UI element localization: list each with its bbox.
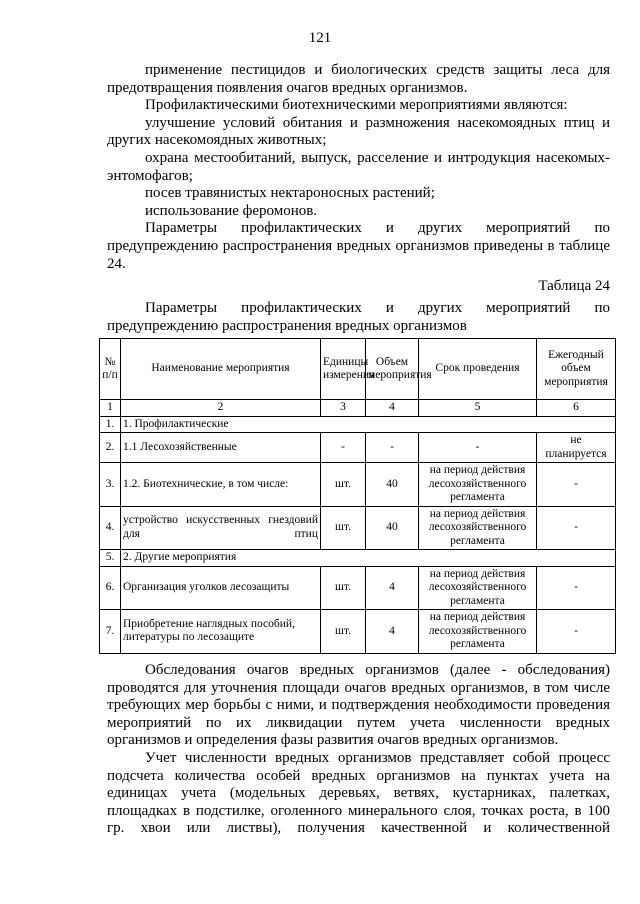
header-period: Срок проведения — [419, 339, 537, 400]
row-period: - — [419, 433, 537, 463]
paragraph-counting: Учет численности вредных организмов представляет собой процесс подсчета количества особей вредных организмов на пунктах учета на единицах учета (модельных деревьях, ветвях, кустарниках, палетках, площадках в подстилке, оголенного минерального слоя, точках роста, в 100 гр. хвои или листвы), получения качественной и количественной — [107, 749, 610, 837]
table-row — [100, 433, 616, 463]
row-annual: - — [537, 463, 616, 507]
page-number: 121 — [308, 30, 332, 46]
column-numbers-row — [100, 400, 616, 417]
intro-text — [107, 62, 610, 273]
row-number: 5. — [100, 550, 121, 567]
header-unit: Единицы измерения — [321, 339, 366, 400]
row-name: Организация уголков лесозащиты — [121, 566, 321, 610]
table-row — [100, 610, 616, 654]
paragraph-nectar-plants: посев травянистых нектароносных растений; — [145, 185, 435, 202]
col-number-cell: 1 — [100, 400, 121, 417]
row-number: 7. — [100, 610, 121, 654]
col-number-cell: 6 — [537, 400, 616, 417]
header-name: Наименование мероприятия — [121, 339, 321, 400]
paragraph-table-reference: Параметры профилактических и других мероприятий по предупреждению распространения вредных организмов приведены в таблице 24. — [107, 220, 610, 272]
row-volume: 4 — [366, 610, 419, 654]
row-number: 1. — [100, 416, 121, 433]
paragraph-pheromones: использование феромонов. — [145, 202, 318, 219]
section-title: 1. Профилактические — [121, 416, 616, 433]
row-annual: - — [537, 610, 616, 654]
row-number: 3. — [100, 463, 121, 507]
closing-text — [107, 662, 610, 838]
row-number: 2. — [100, 433, 121, 463]
row-period: на период действия лесохозяйственного регламента — [419, 610, 537, 654]
row-unit: шт. — [321, 566, 366, 610]
row-name: 1.2. Биотехнические, в том числе: — [121, 463, 321, 507]
paragraph-entomophages: охрана местообитаний, выпуск, расселение и интродукция насекомых-энтомофагов; — [107, 149, 610, 184]
col-number-cell: 5 — [419, 400, 537, 417]
row-annual: - — [537, 566, 616, 610]
table-row — [100, 463, 616, 507]
paragraph-birds: улучшение условий обитания и размножения насекомоядных птиц и других насекомоядных животных; — [107, 114, 610, 149]
row-name: 1.1 Лесохозяйственные — [121, 433, 321, 463]
row-unit: шт. — [321, 463, 366, 507]
row-volume: 40 — [366, 506, 419, 550]
section-title: 2. Другие мероприятия — [121, 550, 616, 567]
paragraph-biotech-intro: Профилактическими биотехническими мероприятиями являются: — [145, 97, 568, 114]
table-caption-text: Параметры профилактических и других мероприятий по предупреждению распространения вредных организмов — [107, 300, 610, 334]
row-volume: 40 — [366, 463, 419, 507]
table-row — [100, 566, 616, 610]
col-number-cell: 4 — [366, 400, 419, 417]
table-row — [100, 506, 616, 550]
row-unit: шт. — [321, 506, 366, 550]
table-row — [100, 416, 616, 433]
row-period: на период действия лесохозяйственного регламента — [419, 463, 537, 507]
table-header-row — [100, 339, 616, 400]
header-number: № п/п — [100, 339, 121, 400]
row-volume: 4 — [366, 566, 419, 610]
table-caption — [107, 300, 610, 335]
header-volume: Объем мероприятия — [366, 339, 419, 400]
col-number-cell: 3 — [321, 400, 366, 417]
table-label: Таблица 24 — [538, 278, 610, 294]
row-name: Приобретение наглядных пособий, литературы по лесозащите — [121, 610, 321, 654]
col-number-cell: 2 — [121, 400, 321, 417]
row-number: 6. — [100, 566, 121, 610]
row-annual: - — [537, 506, 616, 550]
row-period: на период действия лесохозяйственного регламента — [419, 506, 537, 550]
row-annual: не планируется — [537, 433, 616, 463]
header-annual: Ежегодный объем мероприятия — [537, 339, 616, 400]
row-unit: - — [321, 433, 366, 463]
row-name: устройство искусственных гнездовий для птиц — [121, 506, 321, 550]
paragraph-pesticides: применение пестицидов и биологических средств защиты леса для предотвращения появления очагов вредных организмов. — [107, 62, 610, 96]
table-row — [100, 550, 616, 567]
measures-table — [99, 338, 616, 654]
row-number: 4. — [100, 506, 121, 550]
row-volume: - — [366, 433, 419, 463]
row-unit: шт. — [321, 610, 366, 654]
row-period: на период действия лесохозяйственного регламента — [419, 566, 537, 610]
paragraph-surveys: Обследования очагов вредных организмов (далее - обследования) проводятся для уточнения площади очагов вредных организмов, в том числе требующих мер борьбы с ними, и подтверждения необходимости проведения мероприятий по их ликвидации путем учета численности вредных организмов и определения фазы развития очагов вредных организмов. — [107, 662, 610, 749]
